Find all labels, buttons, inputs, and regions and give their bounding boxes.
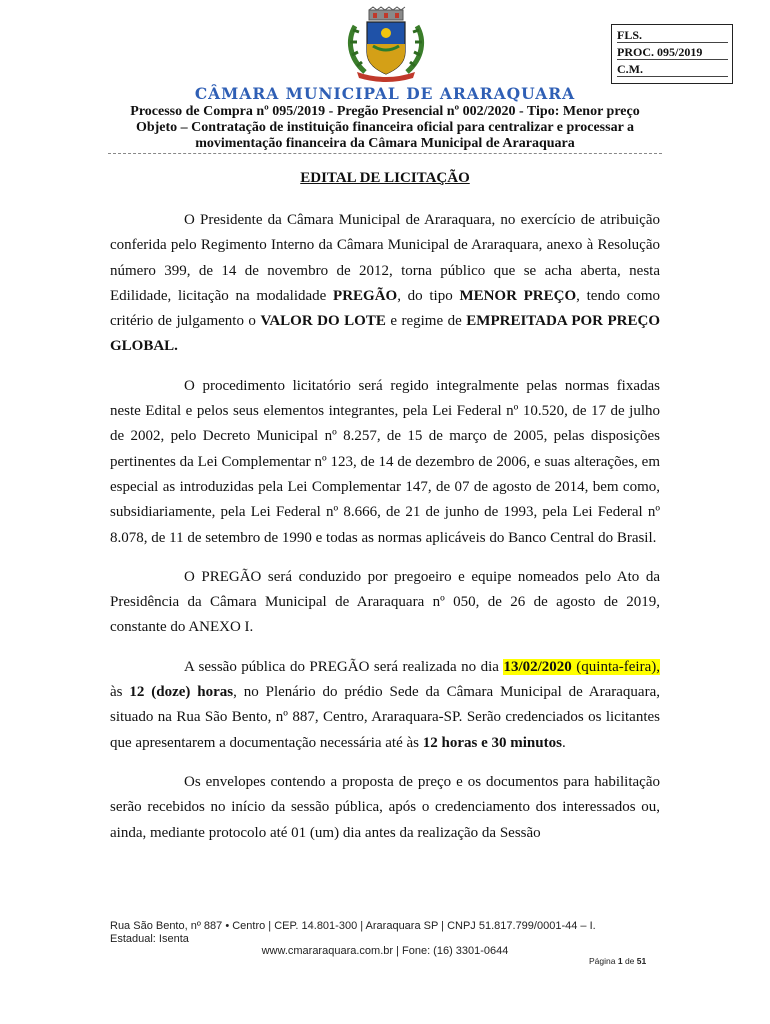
- p1-text-a: O Presidente da Câmara Municipal de Araraquara, no exercício de atribuição conferida pelo Regimento Interno da Câmara Municipal de Araraquara, anexo à Resolução número 399, de 14 de novembro de 2012, torna público que se acha aberta, nesta Edilidade, licitação na modalidade: [110, 212, 660, 304]
- page-number: [589, 956, 646, 966]
- paragraph-5: Os envelopes contendo a proposta de preço e os documentos para habilitação serão recebidos no início da sessão pública, após o credenciamento dos interessados ou, ainda, mediante protocolo até 01 (um) dia antes da realização da Sessão: [110, 773, 660, 841]
- p1-text-e: , tendo como critério de julgamento o: [110, 287, 660, 330]
- folio-stamp-box: [611, 24, 733, 84]
- document-header: [108, 104, 662, 152]
- p1-text-c: , do tipo: [397, 287, 460, 304]
- paragraph-1: [110, 208, 660, 360]
- session-weekday: (quinta-feira),: [571, 658, 660, 675]
- object-line-2: movimentação financeira da Câmara Municipal de Araraquara: [195, 136, 575, 151]
- paragraph-2: O procedimento licitatório será regido integralmente pelas normas fixadas neste Edital e pelos seus elementos integrantes, pela Lei Federal nº 10.520, de 17 de julho de 2002, pelo Decreto Municipal nº 8.257, de 15 de março de 2005, pelas disposições pertinentes da Lei Complementar nº 123, de 14 de dezembro de 2006, e suas alterações, em especial as introduzidas pela Lei Complementar 147, de 07 de agosto de 2014, bem como, subsidiariamente, pela Lei Federal nº 8.666, de 21 de junho de 1993, pela Lei Federal nº 8.078, de 11 de setembro de 1990 e todas as normas aplicáveis do Banco Central do Brasil.: [110, 377, 660, 546]
- page-of: de: [624, 956, 635, 966]
- process-number-label: PROC. 095/2019: [617, 44, 728, 60]
- header-divider: [108, 153, 662, 154]
- p4-text-c: , no Plenário do prédio Sede da Câmara Municipal de Araraquara, situado na Rua São Bento, nº 887, Centro, Araraquara-SP. Serão credenciados os licitantes que apresentarem a documentação necessária até às: [110, 684, 660, 751]
- document-title: EDITAL DE LICITAÇÃO: [300, 170, 470, 186]
- paragraph-4: [110, 655, 660, 756]
- p1-text-g: e regime de: [385, 313, 467, 330]
- footer-address-line-1: Rua São Bento, nº 887 • Centro | CEP. 14.801-300 | Araraquara SP | CNPJ 51.817.799/0001-44 – I.: [110, 920, 596, 932]
- p4-text-b: às: [110, 684, 130, 701]
- page-current: 1: [617, 956, 623, 966]
- footer-contact: www.cmararaquara.com.br | Fone: (16) 3301-0644: [261, 945, 509, 957]
- coat-of-arms-icon: [343, 6, 429, 82]
- page-total: 51: [636, 956, 647, 966]
- credential-deadline: 12 horas e 30 minutos: [422, 734, 562, 751]
- institution-title: CÂMARA MUNICIPAL DE ARARAQUARA: [194, 84, 576, 103]
- p4-text-a: A sessão pública do PREGÃO será realizada no dia: [184, 658, 504, 675]
- document-body: [110, 208, 660, 860]
- p1-regime: EMPREITADA POR PREÇO GLOBAL.: [110, 313, 660, 355]
- p1-criterion: VALOR DO LOTE: [260, 313, 386, 330]
- object-line-1: Objeto – Contratação de instituição financeira oficial para centralizar e processar a: [135, 120, 635, 135]
- folio-label: FLS.: [617, 27, 728, 43]
- page-label: Página: [589, 956, 616, 966]
- chamber-label: C.M.: [617, 61, 728, 77]
- session-date: 13/02/2020: [503, 658, 572, 675]
- process-line: Processo de Compra nº 095/2019 - Pregão Presencial nº 002/2020 - Tipo: Menor preço: [130, 104, 640, 119]
- p1-modality: PREGÃO: [333, 287, 398, 304]
- p4-text-d: .: [561, 734, 566, 751]
- paragraph-3: O PREGÃO será conduzido por pregoeiro e equipe nomeados pelo Ato da Presidência da Câmara Municipal de Araraquara nº 050, de 26 de agosto de 2019, constante do ANEXO I.: [110, 568, 660, 636]
- footer-address: [110, 920, 670, 946]
- footer-address-line-2: Estadual: Isenta: [110, 933, 189, 945]
- p1-type: MENOR PREÇO: [459, 287, 577, 304]
- session-time: 12 (doze) horas: [129, 684, 234, 701]
